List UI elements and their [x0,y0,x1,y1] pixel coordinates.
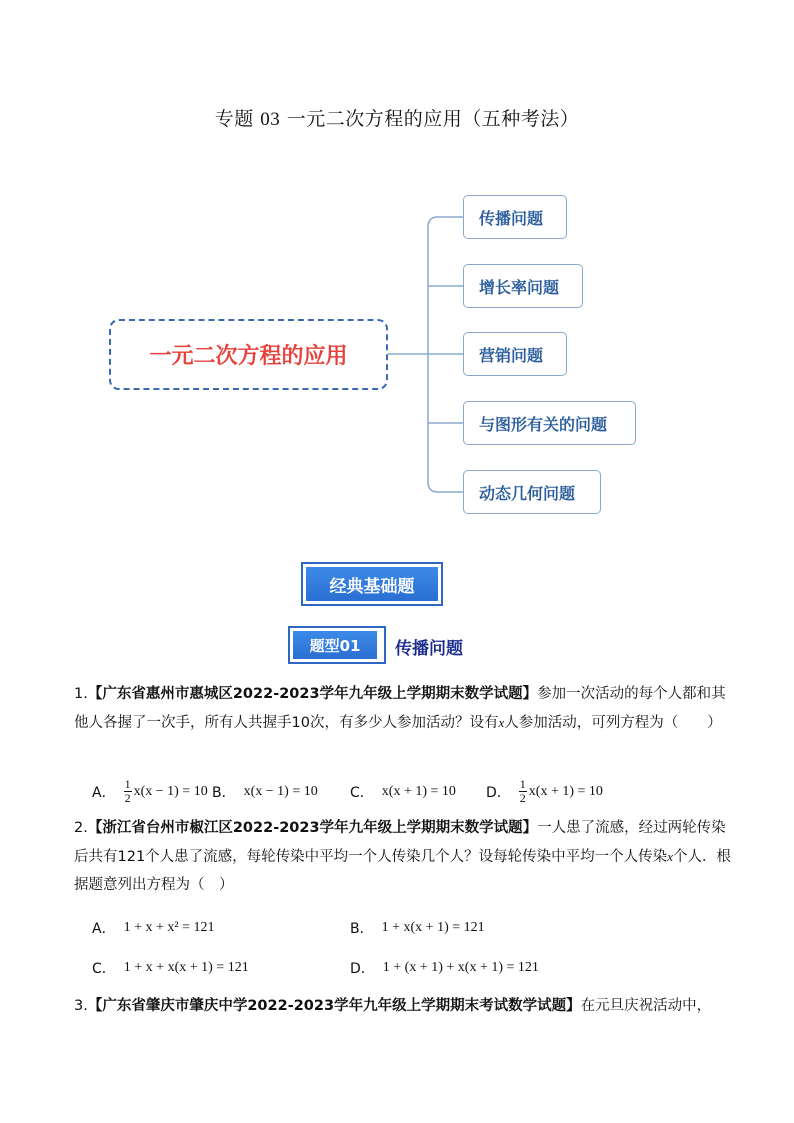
option-label: A． [92,921,116,937]
option-label: C． [92,961,116,977]
question-3 [74,992,734,1021]
question-number: 2. [74,820,88,836]
option-expression: x(x − 1) = 10 [133,783,208,799]
question-2-option-b [350,918,485,938]
option-fraction [124,778,132,805]
question-text: 参加一次活动的每个人都和其他人各握了一次手，所有人共握手10次，有多少人参加活动？设有 [74,686,726,731]
question-1-option-a [92,778,208,805]
question-source: 【广东省肇庆市肇庆中学2022-2023学年九年级上学期期末考试数学试题】 [87,998,581,1014]
mind-map-branch-spread: 传播问题 [463,195,567,239]
mind-map-branch-growth-rate: 增长率问题 [463,264,583,308]
question-source: 【浙江省台州市椒江区2022-2023学年九年级上学期期末数学试题】 [87,820,538,836]
question-number: 3. [74,998,88,1014]
mind-map-branch-geometry: 与图形有关的问题 [463,401,636,445]
option-expression: 1 + (x + 1) + x(x + 1) = 121 [382,960,539,975]
option-fraction [519,778,527,805]
question-source: 【广东省惠州市惠城区2022-2023学年九年级上学期期末数学试题】 [87,686,538,702]
question-1-option-b [212,782,318,802]
option-label: B． [212,785,236,801]
fraction-denominator: 2 [124,791,131,805]
question-number: 1. [74,686,88,702]
question-text-cont: 个人．根据题意列出方程为（ ） [74,848,731,893]
question-2 [74,814,734,900]
question-1-option-c [350,782,456,802]
question-text: 在元旦庆祝活动中， [580,998,712,1014]
type-banner [288,626,388,664]
mind-map [0,180,794,530]
option-label: B． [350,921,374,937]
question-1 [74,680,734,737]
option-label: C． [350,785,374,801]
question-2-option-c [92,958,249,978]
option-label: D． [486,784,511,801]
question-2-option-d [350,958,539,978]
option-expression: 1 + x(x + 1) = 121 [381,920,485,935]
option-expression: x(x − 1) = 10 [243,784,318,799]
type-title: 传播问题 [395,639,463,659]
type-banner-label: 题型01 [293,631,377,659]
question-variable: x [498,714,505,730]
title-prefix: 专题 [214,108,254,130]
title-main: 一元二次方程的应用（五种考法） [286,108,580,130]
question-text: 一人患了流感，经过两轮传染后共有121个人患了流感，每轮传染中平均一个人传染几个人？设每轮传染中平均一个人传染 [74,820,726,865]
question-1-option-d [486,778,603,805]
option-expression: 1 + x + x² = 121 [123,920,215,935]
fraction-numerator: 1 [124,777,131,791]
title-number: 03 [260,109,281,130]
option-expression: x(x + 1) = 10 [528,783,603,799]
mind-map-branch-marketing: 营销问题 [463,332,567,376]
question-text-cont: 人参加活动，可列方程为（ ） [504,714,722,731]
mind-map-central-node: 一元二次方程的应用 [109,319,388,390]
option-expression: x(x + 1) = 10 [381,784,456,799]
section-banner [301,562,443,606]
option-label: A． [92,784,116,801]
option-label: D． [350,961,375,977]
option-expression: 1 + x + x(x + 1) = 121 [123,960,249,975]
page-title [0,104,794,131]
mind-map-branch-dynamic-geometry: 动态几何问题 [463,470,601,514]
question-variable: x [667,848,673,864]
section-banner-label: 经典基础题 [306,567,438,601]
fraction-denominator: 2 [519,791,526,805]
fraction-numerator: 1 [519,777,526,791]
question-2-option-a [92,918,214,938]
